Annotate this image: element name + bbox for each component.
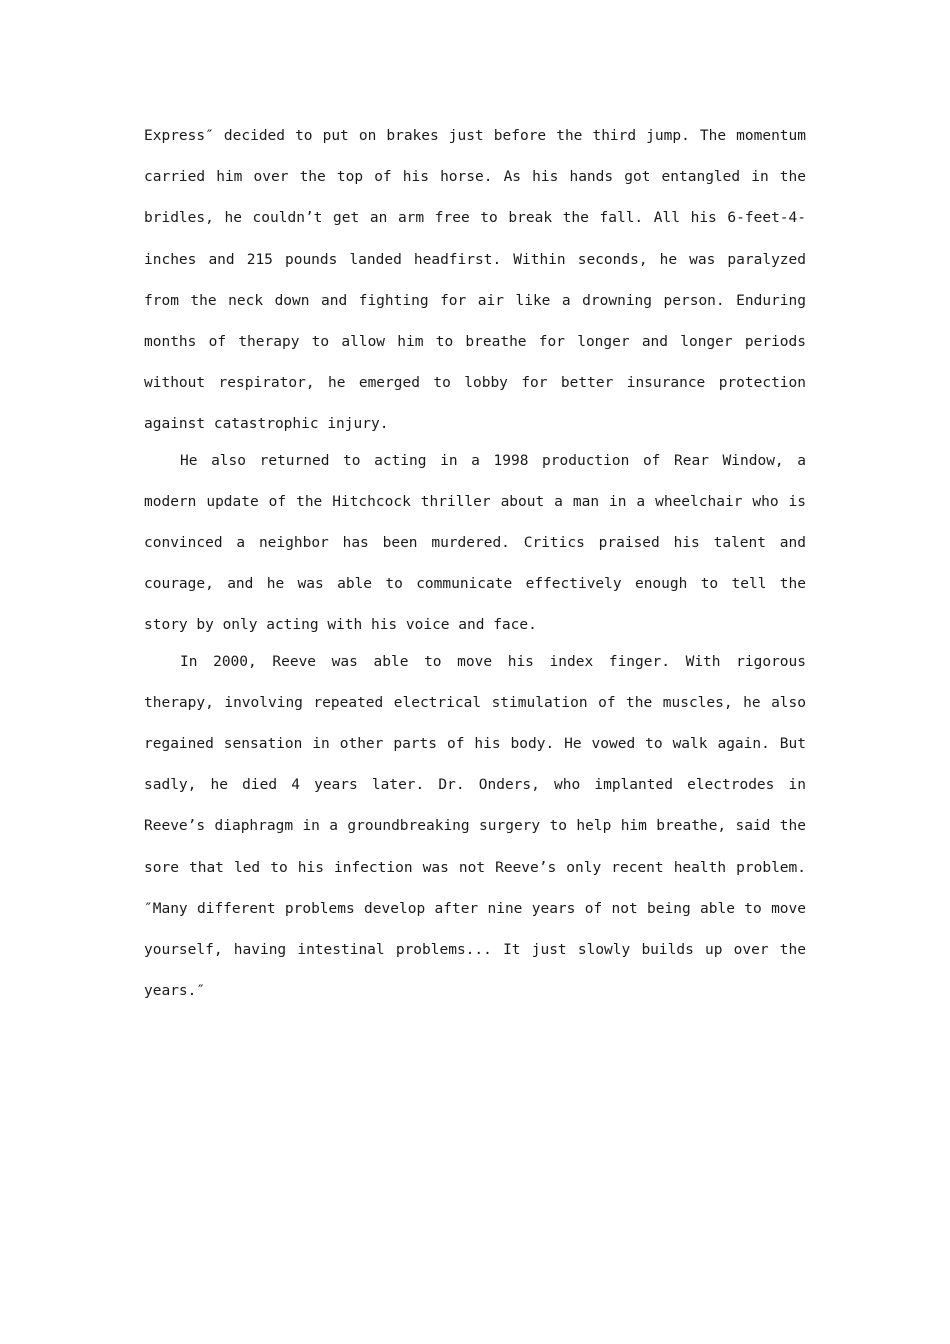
paragraph-2: He also returned to acting in a 1998 production of Rear Window, a modern update of the Hitchcock thriller about a man in a wheelchair who is convinced a neighbor has been murdered. Critics praised his talent and courage, and he was able to communicate effectively enough to tell the story by only acting with his voice and face.: [144, 452, 806, 634]
paragraph-3: In 2000, Reeve was able to move his index finger. With rigorous therapy, involving repeated electrical stimulation of the muscles, he also regained sensation in other parts of his body. He vowed to walk again. But sadly, he died 4 years later. Dr. Onders, who implanted electrodes in Reeve’s diaphragm in a groundbreaking surgery to help him breathe, said the sore that led to his infection was not Reeve’s only recent health problem. ″Many different problems develop after nine years of not being able to move yourself, having intestinal problems... It just slowly builds up over the years.″: [144, 653, 806, 1000]
paragraph-1: Express″ decided to put on brakes just before the third jump. The momentum carried him over the top of his horse. As his hands got entangled in the bridles, he couldn’t get an arm free to break the fall. All his 6-feet-4-inches and 215 pounds landed headfirst. Within seconds, he was paralyzed from the neck down and fighting for air like a drowning person. Enduring months of therapy to allow him to breathe for longer and longer periods without respirator, he emerged to lobby for better insurance protection against catastrophic injury.: [144, 128, 806, 433]
document-body: [144, 116, 806, 1012]
